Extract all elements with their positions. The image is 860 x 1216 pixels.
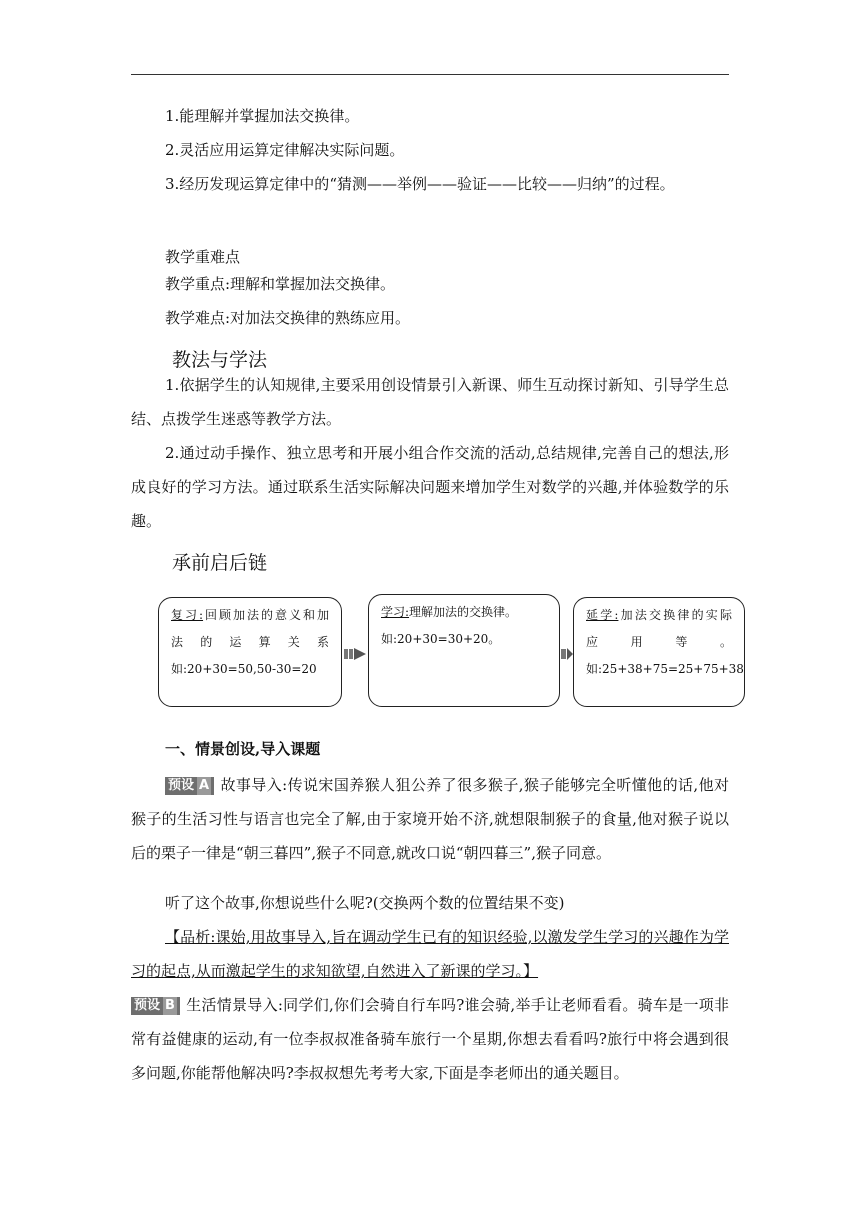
learn-box: [368, 594, 560, 707]
review-line1: 复习:回顾加法的意义和加: [171, 608, 329, 622]
extend-line2: 应 用 等 。: [586, 635, 732, 649]
preset-b-paragraph: 预设 B 生活情景导入:同学们,你们会骑自行车吗?谁会骑,举手让老师看看。骑车是一项非常有益健康的运动,有一位李叔叔准备骑车旅行一个星期,你想去看看吗?旅行中将会遇到很多问题,你能帮他解决吗?李叔叔想先考考大家,下面是李老师出的通关题目。: [131, 996, 729, 1082]
preset-b-badge: 预设 B: [131, 997, 180, 1015]
methods-heading: 教法与学法: [172, 349, 268, 371]
extend-line1: 延学:加法交换律的实际: [586, 608, 732, 622]
learn-line1: 学习:理解加法的交换律。: [381, 605, 518, 619]
extend-box: [573, 597, 745, 707]
objective-1: 1.能理解并掌握加法交换律。: [165, 107, 360, 125]
arrow-right-icon: [344, 648, 366, 660]
review-box: [158, 597, 342, 707]
preset-a-badge: 预设 A: [165, 777, 214, 795]
key-focus: 教学重点:理解和掌握加法交换律。: [165, 275, 396, 293]
learn-example: 如:20+30=30+20。: [381, 632, 501, 646]
chain-heading: 承前启后链: [172, 552, 268, 574]
key-points-heading: 教学重难点: [165, 248, 241, 266]
header-rule: [131, 74, 729, 75]
analysis-text: 【品析:课始,用故事导入,旨在调动学生已有的知识经验,以激发学生学习的兴趣作为学习的起点,从而激起学生的求知欲望,自然进入了新课的学习。】: [131, 928, 729, 980]
review-line2: 法 的 运 算 关 系: [171, 635, 329, 649]
review-example: 如:20+30=50,50-30=20: [171, 662, 317, 676]
extend-example: 如:25+38+75=25+75+38: [586, 662, 744, 676]
preset-a-paragraph: 预设 A 故事导入:传说宋国养猴人狙公养了很多猴子,猴子能够完全听懂他的话,他对猴子的生活习性与语言也完全了解,由于家境开始不济,就想限制猴子的食量,他对猴子说以后的栗子一律是“朝三暮四”,猴子不同意,就改口说“朝四暮三”,猴子同意。: [131, 776, 729, 862]
method-2: 2.通过动手操作、独立思考和开展小组合作交流的活动,总结规律,完善自己的想法,形成良好的学习方法。通过联系生活实际解决问题来增加学生对数学的兴趣,并体验数学的乐趣。: [131, 444, 729, 530]
extend-label: 延学:: [586, 608, 619, 622]
question-text: 听了这个故事,你想说些什么呢?(交换两个数的位置结果不变): [165, 894, 565, 912]
section-heading: 一、情景创设,导入课题: [165, 740, 321, 758]
learn-label: 学习:: [381, 605, 410, 619]
objective-3: 3.经历发现运算定律中的“猜测——举例——验证——比较——归纳”的过程。: [165, 175, 675, 193]
arrow-right-icon: [561, 648, 573, 660]
key-difficulty: 教学难点:对加法交换律的熟练应用。: [165, 309, 411, 327]
method-1: 1.依据学生的认知规律,主要采用创设情景引入新课、师生互动探讨新知、引导学生总结、点拨学生迷惑等教学方法。: [131, 376, 729, 428]
review-label: 复习:: [171, 608, 204, 622]
objective-2: 2.灵活应用运算定律解决实际问题。: [165, 141, 405, 159]
